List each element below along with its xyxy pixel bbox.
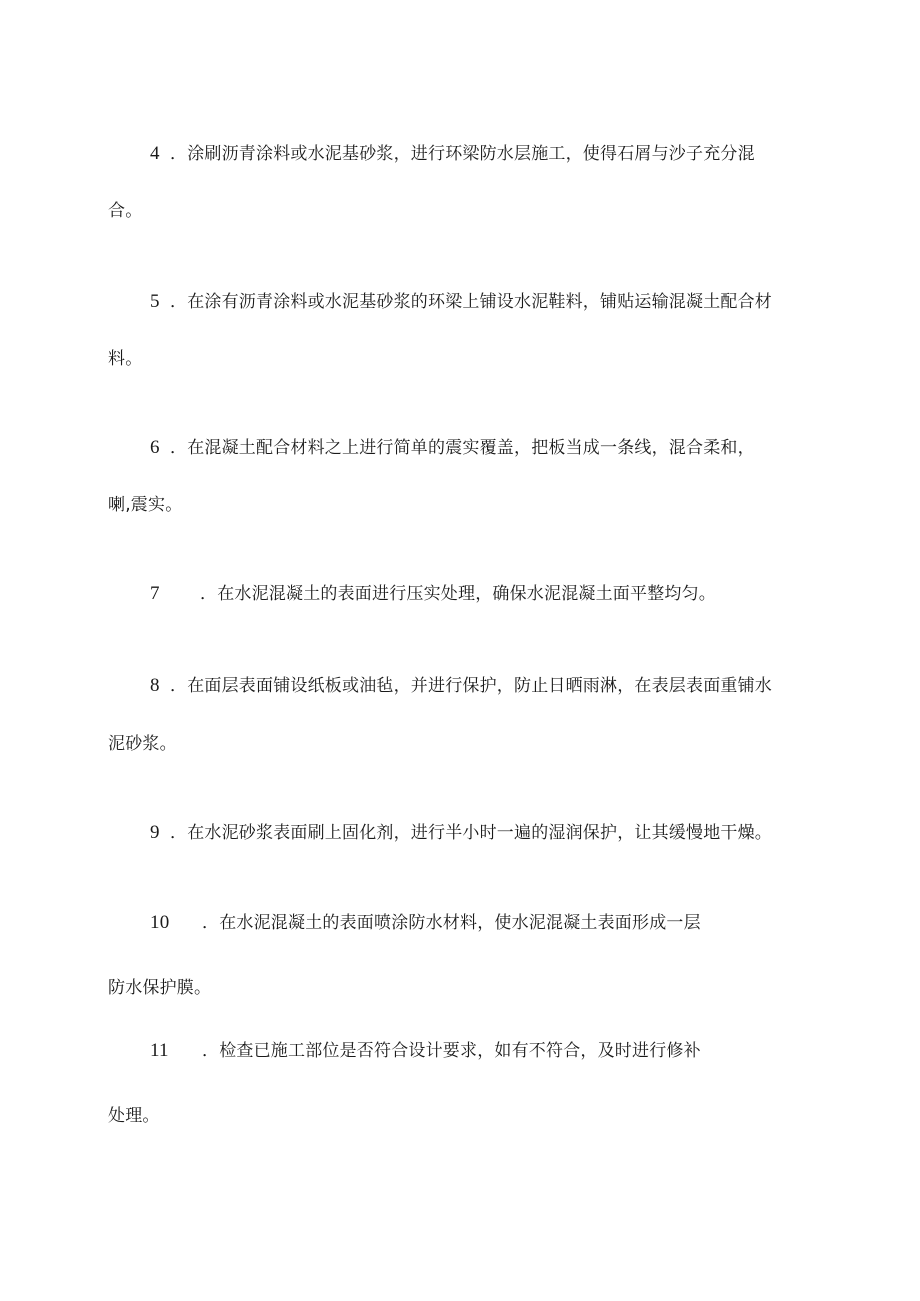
item-9-line (150, 822, 772, 844)
item-10-continuation: 防水保护膜。 (108, 978, 212, 998)
item-text: ．在水泥混凝土的表面喷涂防水材料，使水泥混凝土表面形成一层 (202, 913, 701, 933)
item-number: 8 (150, 675, 160, 696)
item-number: 9 (150, 822, 160, 843)
item-5-continuation: 料。 (108, 349, 143, 369)
item-number: 7 (150, 583, 160, 604)
item-6-continuation: 喇,震实。 (108, 495, 183, 515)
item-4-line (150, 143, 755, 165)
item-number: 10 (150, 912, 170, 933)
item-text: ．在水泥砂浆表面刷上固化剂，进行半小时一遍的湿润保护，让其缓慢地干燥。 (170, 823, 772, 843)
item-text: ．在混凝土配合材料之上进行简单的震实覆盖，把板当成一条线，混合柔和， (170, 438, 755, 458)
item-8-line (150, 675, 772, 697)
item-11-line (150, 1040, 701, 1062)
item-4-continuation: 合。 (108, 201, 143, 221)
item-10-line (150, 912, 701, 934)
item-8-continuation: 泥砂浆。 (108, 734, 177, 754)
item-text: ．检查已施工部位是否符合设计要求，如有不符合，及时进行修补 (202, 1041, 701, 1061)
item-text: ．在面层表面铺设纸板或油毡，并进行保护，防止日晒雨淋，在表层表面重铺水 (170, 676, 772, 696)
item-number: 11 (150, 1040, 169, 1061)
item-number: 4 (150, 143, 160, 164)
item-11-continuation: 处理。 (108, 1106, 160, 1126)
item-5-line (150, 291, 772, 313)
item-text: ．涂刷沥青涂料或水泥基砂浆，进行环梁防水层施工，使得石屑与沙子充分混 (170, 144, 755, 164)
item-6-line (150, 437, 755, 459)
item-text: ．在涂有沥青涂料或水泥基砂浆的环梁上铺设水泥鞋料，铺贴运输混凝土配合材 (170, 292, 772, 312)
item-number: 6 (150, 437, 160, 458)
item-7-line (150, 583, 716, 605)
item-number: 5 (150, 291, 160, 312)
item-text: ．在水泥混凝土的表面进行压实处理，确保水泥混凝土面平整均匀。 (200, 584, 716, 604)
